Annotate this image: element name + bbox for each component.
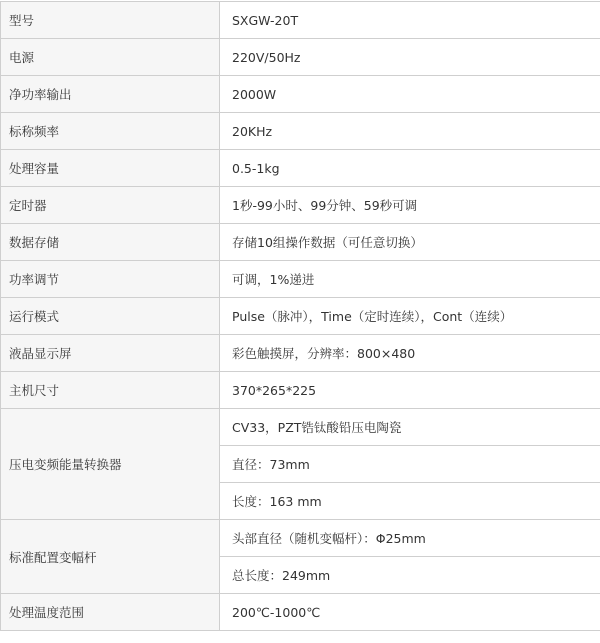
table-row [1,224,600,261]
table-row [1,335,600,372]
spec-table [0,1,600,631]
table-row [1,187,600,224]
spec-value-host-size: 370*265*225 [220,372,600,409]
spec-label-net-power: 净功率输出 [1,76,220,113]
spec-value-horn-tip-diameter: 头部直径（随机变幅杆）：Φ25mm [220,520,600,557]
table-row [1,409,600,446]
spec-value-lcd: 彩色触摸屏，分辨率：800×480 [220,335,600,372]
spec-value-power-adjust: 可调，1%递进 [220,261,600,298]
spec-value-model: SXGW-20T [220,2,600,39]
spec-label-frequency: 标称频率 [1,113,220,150]
spec-value-power-supply: 220V/50Hz [220,39,600,76]
spec-value-frequency: 20KHz [220,113,600,150]
spec-label-temperature-range: 处理温度范围 [1,594,220,631]
table-row [1,372,600,409]
table-row [1,2,600,39]
table-row [1,261,600,298]
spec-value-transducer-length: 长度：163 mm [220,483,600,520]
table-row [1,76,600,113]
table-row [1,39,600,76]
spec-value-data-storage: 存储10组操作数据（可任意切换） [220,224,600,261]
spec-label-transducer: 压电变频能量转换器 [1,409,220,520]
spec-value-capacity: 0.5-1kg [220,150,600,187]
spec-value-net-power: 2000W [220,76,600,113]
spec-value-run-mode: Pulse（脉冲），Time（定时连续），Cont（连续） [220,298,600,335]
spec-label-model: 型号 [1,2,220,39]
spec-label-capacity: 处理容量 [1,150,220,187]
spec-label-power-supply: 电源 [1,39,220,76]
table-row [1,113,600,150]
spec-value-transducer-diameter: 直径：73mm [220,446,600,483]
spec-label-power-adjust: 功率调节 [1,261,220,298]
table-row [1,520,600,557]
spec-label-lcd: 液晶显示屏 [1,335,220,372]
table-row [1,150,600,187]
spec-value-timer: 1秒-99小时、99分钟、59秒可调 [220,187,600,224]
spec-label-timer: 定时器 [1,187,220,224]
spec-value-horn-total-length: 总长度：249mm [220,557,600,594]
spec-label-run-mode: 运行模式 [1,298,220,335]
table-row [1,298,600,335]
spec-value-temperature-range: 200℃-1000℃ [220,594,600,631]
spec-label-horn: 标准配置变幅杆 [1,520,220,594]
spec-value-transducer-material: CV33，PZT锆钛酸铅压电陶瓷 [220,409,600,446]
spec-label-data-storage: 数据存储 [1,224,220,261]
table-row [1,594,600,631]
spec-label-host-size: 主机尺寸 [1,372,220,409]
